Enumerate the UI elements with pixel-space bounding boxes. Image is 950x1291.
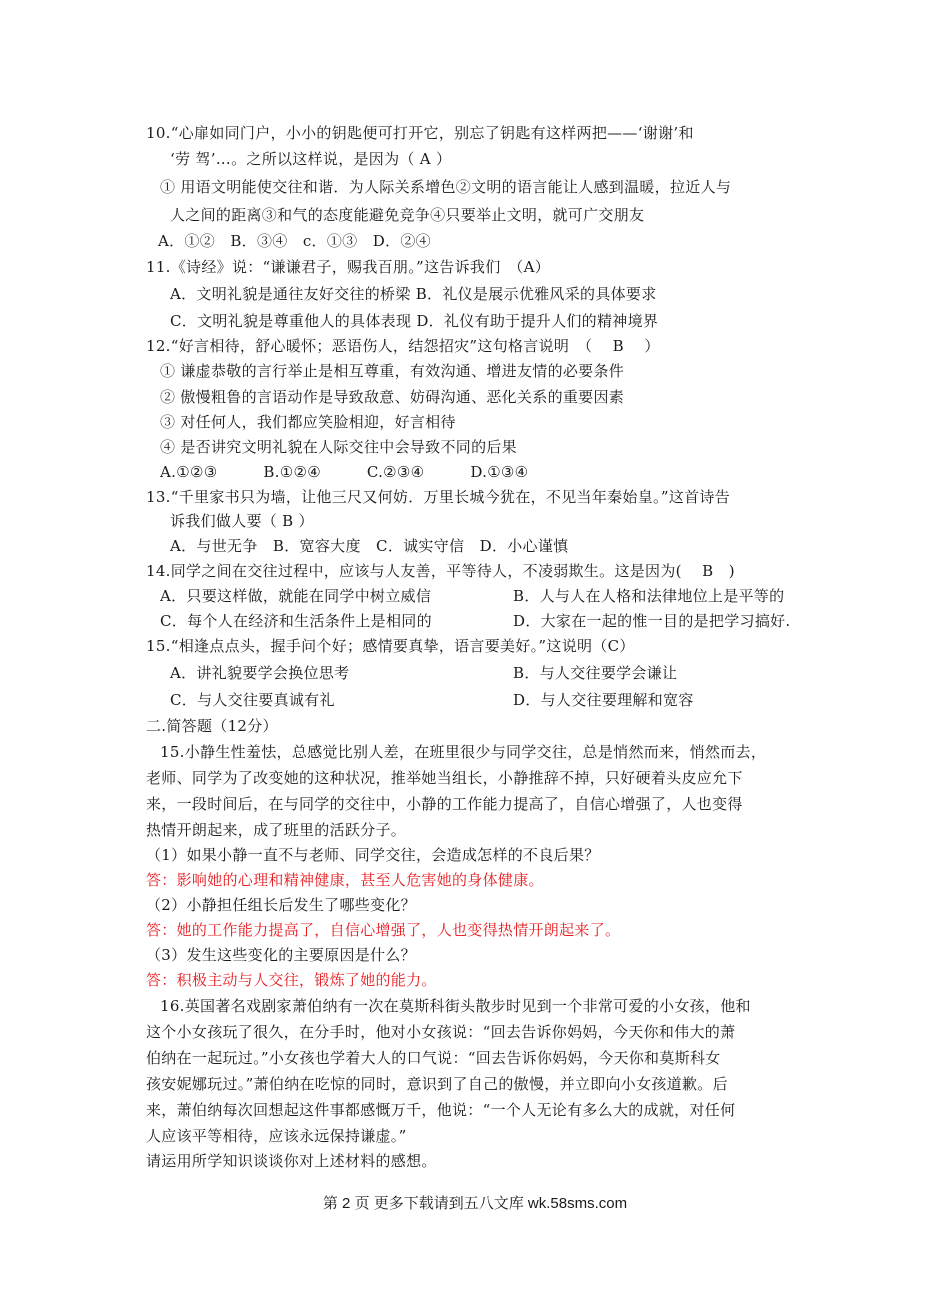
- q16-passage-line2: 这个小女孩玩了很久，在分手时，他对小女孩说：“回去告诉你妈妈，今天你和伟大的萧: [146, 1023, 736, 1041]
- q11-stem: 11.《诗经》说：“谦谦君子，赐我百朋。”这告诉我们 （A）: [146, 258, 551, 276]
- q15-passage-line2: 老师、同学为了改变她的这种状况，推举她当组长，小静推辞不掉，只好硬着头皮应允下: [146, 769, 743, 787]
- q14-stem: 14.同学之间在交往过程中，应该与人友善，平等待人，不凌弱欺生。这是因为( B ): [146, 562, 735, 580]
- page-footer: 第 2 页 更多下载请到五八文库 wk.58sms.com: [322, 1195, 628, 1212]
- q12-statement-1: ① 谦虚恭敬的言行举止是相互尊重，有效沟通、增进友情的必要条件: [160, 362, 625, 380]
- q14-option-b: B．人与人在人格和法律地位上是平等的: [513, 587, 785, 605]
- q12-choices: A.①②③ B.①②④ C.②③④ D.①③④: [160, 463, 529, 481]
- q15-passage-line3: 来，一段时间后，在与同学的交往中，小静的工作能力提高了，自信心增强了，人也变得: [146, 795, 743, 813]
- q10-statement-line2: 人之间的距离③和气的态度能避免竞争④只要举止文明，就可广交朋友: [170, 206, 645, 224]
- q12-statement-4: ④ 是否讲究文明礼貌在人际交往中会导致不同的后果: [160, 438, 517, 456]
- q16-prompt: 请运用所学知识谈谈你对上述材料的感想。: [146, 1152, 437, 1170]
- q15-answer-2: 答：她的工作能力提高了，自信心增强了，人也变得热情开朗起来了。: [146, 921, 621, 939]
- q12-statement-2: ② 傲慢粗鲁的言语动作是导致敌意、妨碍沟通、恶化关系的重要因素: [160, 388, 625, 406]
- q16-passage-line6: 人应该平等相待，应该永远保持谦虚。”: [146, 1127, 407, 1145]
- q15-option-c: C．与人交往要真诚有礼: [170, 691, 335, 709]
- q12-statement-3: ③ 对任何人，我们都应笑脸相迎，好言相待: [160, 413, 456, 431]
- q15-option-d: D．与人交往要理解和宽容: [513, 691, 694, 709]
- q15-answer-3: 答：积极主动与人交往，锻炼了她的能力。: [146, 971, 437, 989]
- q15-option-b: B．与人交往要学会谦让: [513, 664, 678, 682]
- q11-options-ab: A．文明礼貌是通往友好交往的桥梁 B．礼仪是展示优雅风采的具体要求: [170, 285, 657, 303]
- q15-stem: 15.“相逢点点头，握手问个好；感情要真挚，语言要美好。”这说明（C）: [146, 637, 635, 655]
- q10-stem-line1: 10.“心扉如同门户，小小的钥匙便可打开它，别忘了钥匙有这样两把——‘谢谢’和: [146, 124, 694, 142]
- q16-passage-line1: 16.英国著名戏剧家萧伯纳有一次在莫斯科街头散步时见到一个非常可爱的小女孩，他和: [160, 997, 751, 1015]
- q10-stem-line2: ‘劳 驾’…。之所以这样说，是因为（ A ）: [170, 150, 452, 168]
- q13-stem-line2: 诉我们做人要（ B ）: [170, 512, 314, 530]
- q14-option-a: A．只要这样做，就能在同学中树立威信: [160, 587, 432, 605]
- q15-subquestion-3: （3）发生这些变化的主要原因是什么？: [146, 946, 416, 964]
- q10-choices: A．①② B．③④ c．①③ D．②④: [158, 232, 431, 250]
- q13-stem-line1: 13.“千里家书只为墙，让他三尺又何妨．万里长城今犹在，不见当年秦始皇。”这首诗告: [146, 488, 730, 506]
- q13-choices: A．与世无争 B．宽容大度 C．诚实守信 D．小心谨慎: [170, 537, 569, 555]
- q16-passage-line5: 来，萧伯纳每次回想起这件事都感慨万千，他说：“一个人无论有多么大的成就，对任何: [146, 1101, 736, 1119]
- q15-passage-line1: 15.小静生性羞怯，总感觉比别人差，在班里很少与同学交往，总是悄然而来，悄然而去，: [160, 743, 767, 761]
- q16-passage-line4: 孩安妮娜玩过。”萧伯纳在吃惊的同时，意识到了自己的傲慢，并立即向小女孩道歉。后: [146, 1075, 728, 1093]
- q14-option-c: C．每个人在经济和生活条件上是相同的: [160, 612, 432, 630]
- q14-option-d: D．大家在一起的惟一目的是把学习搞好.: [513, 612, 791, 630]
- q15-answer-1: 答：影响她的心理和精神健康，甚至人危害她的身体健康。: [146, 871, 544, 889]
- q15-passage-line4: 热情开朗起来，成了班里的活跃分子。: [146, 821, 407, 839]
- q15-subquestion-1: （1）如果小静一直不与老师、同学交往，会造成怎样的不良后果？: [146, 846, 600, 864]
- q16-passage-line3: 伯纳在一起玩过。”小女孩也学着大人的口气说：“回去告诉你妈妈，今天你和莫斯科女: [146, 1049, 721, 1067]
- q12-stem: 12.“好言相待，舒心暖怀；恶语伤人，结怨招灾”这句格言说明 （ B ）: [146, 337, 660, 355]
- section-heading-short-answer: 二.简答题（12分）: [146, 717, 278, 735]
- q15-option-a: A．讲礼貌要学会换位思考: [170, 664, 350, 682]
- q10-statement-line1: ① 用语文明能使交往和谐．为人际关系增色②文明的语言能让人感到温暖，拉近人与: [160, 178, 732, 196]
- q11-options-cd: C．文明礼貌是尊重他人的具体表现 D．礼仪有助于提升人们的精神境界: [170, 312, 659, 330]
- q15-subquestion-2: （2）小静担任组长后发生了哪些变化？: [146, 896, 416, 914]
